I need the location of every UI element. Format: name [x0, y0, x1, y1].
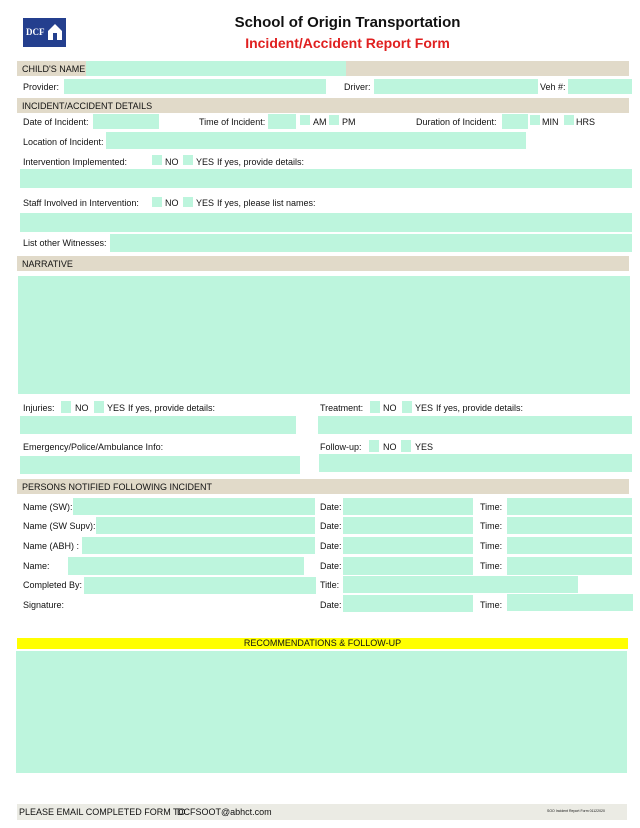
signature-label: Signature:: [23, 600, 65, 610]
name-abh-field[interactable]: [82, 537, 315, 554]
recommendations-label: RECOMMENDATIONS & FOLLOW-UP: [243, 638, 402, 648]
time-other-field[interactable]: [507, 557, 632, 575]
name-other-field[interactable]: [68, 557, 304, 575]
veh-field[interactable]: [568, 79, 632, 94]
footer-instruction: PLEASE EMAIL COMPLETED FORM TO: [19, 807, 186, 817]
injuries-details-label: If yes, provide details:: [128, 403, 216, 413]
injuries-yes-label: YES: [107, 403, 126, 413]
driver-label: Driver:: [344, 82, 371, 92]
veh-label: Veh #:: [540, 82, 566, 92]
date-signature-field[interactable]: [343, 595, 473, 612]
am-checkbox[interactable]: [300, 115, 310, 125]
location-label: Location of Incident:: [23, 137, 104, 147]
narrative-field[interactable]: [18, 276, 630, 394]
date-sw-supv-label: Date:: [320, 521, 342, 531]
witnesses-label: List other Witnesses:: [23, 238, 107, 248]
name-other-label: Name:: [23, 561, 50, 571]
date-sw-field[interactable]: [343, 498, 473, 515]
intervention-details-label: If yes, provide details:: [217, 157, 305, 167]
date-sw-supv-field[interactable]: [343, 517, 473, 534]
treatment-details-field[interactable]: [318, 416, 632, 434]
min-checkbox[interactable]: [530, 115, 540, 125]
staff-no-checkbox[interactable]: [152, 197, 162, 207]
name-abh-label: Name (ABH) :: [23, 541, 80, 551]
intervention-yes-label: YES: [196, 157, 215, 167]
time-signature-label: Time:: [480, 600, 503, 610]
intervention-yes-checkbox[interactable]: [183, 155, 193, 165]
recommendations-field[interactable]: [16, 651, 627, 773]
footer-form-code: SOO Incident Report Form 01122020: [547, 809, 605, 813]
follow-up-yes-checkbox[interactable]: [401, 440, 411, 452]
duration-label: Duration of Incident:: [416, 117, 497, 127]
treatment-no-checkbox[interactable]: [370, 401, 380, 413]
provider-label: Provider:: [23, 82, 60, 92]
follow-up-yes-label: YES: [415, 442, 434, 452]
duration-field[interactable]: [502, 114, 528, 129]
injuries-no-label: NO: [75, 403, 89, 413]
provider-field[interactable]: [64, 79, 326, 94]
treatment-details-label: If yes, provide details:: [436, 403, 524, 413]
name-sw-label: Name (SW):: [23, 502, 73, 512]
treatment-label: Treatment:: [320, 403, 364, 413]
pm-checkbox[interactable]: [329, 115, 339, 125]
childs-name-field[interactable]: [86, 61, 346, 76]
title-label: Title:: [320, 580, 340, 590]
logo-text: DCF: [26, 27, 45, 37]
date-abh-field[interactable]: [343, 537, 473, 554]
persons-notified-label: PERSONS NOTIFIED FOLLOWING INCIDENT: [22, 482, 213, 492]
time-abh-field[interactable]: [507, 537, 632, 554]
injuries-yes-checkbox[interactable]: [94, 401, 104, 413]
completed-by-label: Completed By:: [23, 580, 83, 590]
emergency-info-label: Emergency/Police/Ambulance Info:: [23, 442, 164, 452]
time-sw-supv-label: Time:: [480, 521, 503, 531]
narrative-band: [17, 256, 629, 271]
title-field[interactable]: [343, 576, 578, 593]
hrs-label: HRS: [576, 117, 596, 127]
location-field[interactable]: [106, 132, 526, 149]
time-of-incident-field[interactable]: [268, 114, 296, 129]
date-sw-label: Date:: [320, 502, 342, 512]
time-sw-label: Time:: [480, 502, 503, 512]
follow-up-no-label: NO: [383, 442, 397, 452]
injuries-no-checkbox[interactable]: [61, 401, 71, 413]
hrs-checkbox[interactable]: [564, 115, 574, 125]
form-subtitle: Incident/Accident Report Form: [245, 35, 450, 51]
treatment-yes-label: YES: [415, 403, 434, 413]
date-other-field[interactable]: [343, 557, 473, 575]
injuries-details-field[interactable]: [20, 416, 296, 434]
incident-details-label: INCIDENT/ACCIDENT DETAILS: [22, 101, 153, 111]
pm-label: PM: [342, 117, 356, 127]
date-of-incident-label: Date of Incident:: [23, 117, 89, 127]
childs-name-label: CHILD'S NAME: [22, 64, 86, 74]
staff-names-label: If yes, please list names:: [217, 198, 316, 208]
narrative-label: NARRATIVE: [22, 259, 73, 269]
witnesses-field[interactable]: [110, 234, 632, 252]
intervention-no-checkbox[interactable]: [152, 155, 162, 165]
form-title: School of Origin Transportation: [234, 14, 461, 31]
staff-names-field[interactable]: [20, 213, 632, 232]
date-of-incident-field[interactable]: [93, 114, 159, 129]
driver-field[interactable]: [374, 79, 538, 94]
injuries-label: Injuries:: [23, 403, 55, 413]
date-other-label: Date:: [320, 561, 342, 571]
recommendations-band: [17, 638, 628, 649]
staff-no-label: NO: [165, 198, 179, 208]
am-label: AM: [313, 117, 327, 127]
time-sw-field[interactable]: [507, 498, 632, 515]
date-signature-label: Date:: [320, 600, 342, 610]
staff-involved-label: Staff Involved in Intervention:: [23, 198, 139, 208]
name-sw-field[interactable]: [73, 498, 315, 515]
treatment-no-label: NO: [383, 403, 397, 413]
follow-up-label: Follow-up:: [320, 442, 362, 452]
time-abh-label: Time:: [480, 541, 503, 551]
incident-details-band: [17, 98, 629, 113]
time-signature-field[interactable]: [507, 594, 633, 611]
staff-yes-checkbox[interactable]: [183, 197, 193, 207]
time-of-incident-label: Time of Incident:: [199, 117, 266, 127]
emergency-info-field[interactable]: [20, 456, 300, 474]
time-sw-supv-field[interactable]: [507, 517, 632, 534]
follow-up-no-checkbox[interactable]: [369, 440, 379, 452]
name-sw-supv-field[interactable]: [96, 517, 315, 534]
footer-email[interactable]: DCFSOOT@abhct.com: [177, 807, 272, 817]
intervention-no-label: NO: [165, 157, 179, 167]
follow-up-field[interactable]: [319, 454, 632, 472]
name-sw-supv-label: Name (SW Supv):: [23, 521, 96, 531]
intervention-label: Intervention Implemented:: [23, 157, 128, 167]
intervention-details-field[interactable]: [20, 169, 632, 188]
treatment-yes-checkbox[interactable]: [402, 401, 412, 413]
time-other-label: Time:: [480, 561, 503, 571]
completed-by-field[interactable]: [84, 577, 316, 594]
staff-yes-label: YES: [196, 198, 215, 208]
date-abh-label: Date:: [320, 541, 342, 551]
persons-notified-band: [17, 479, 629, 494]
min-label: MIN: [542, 117, 559, 127]
